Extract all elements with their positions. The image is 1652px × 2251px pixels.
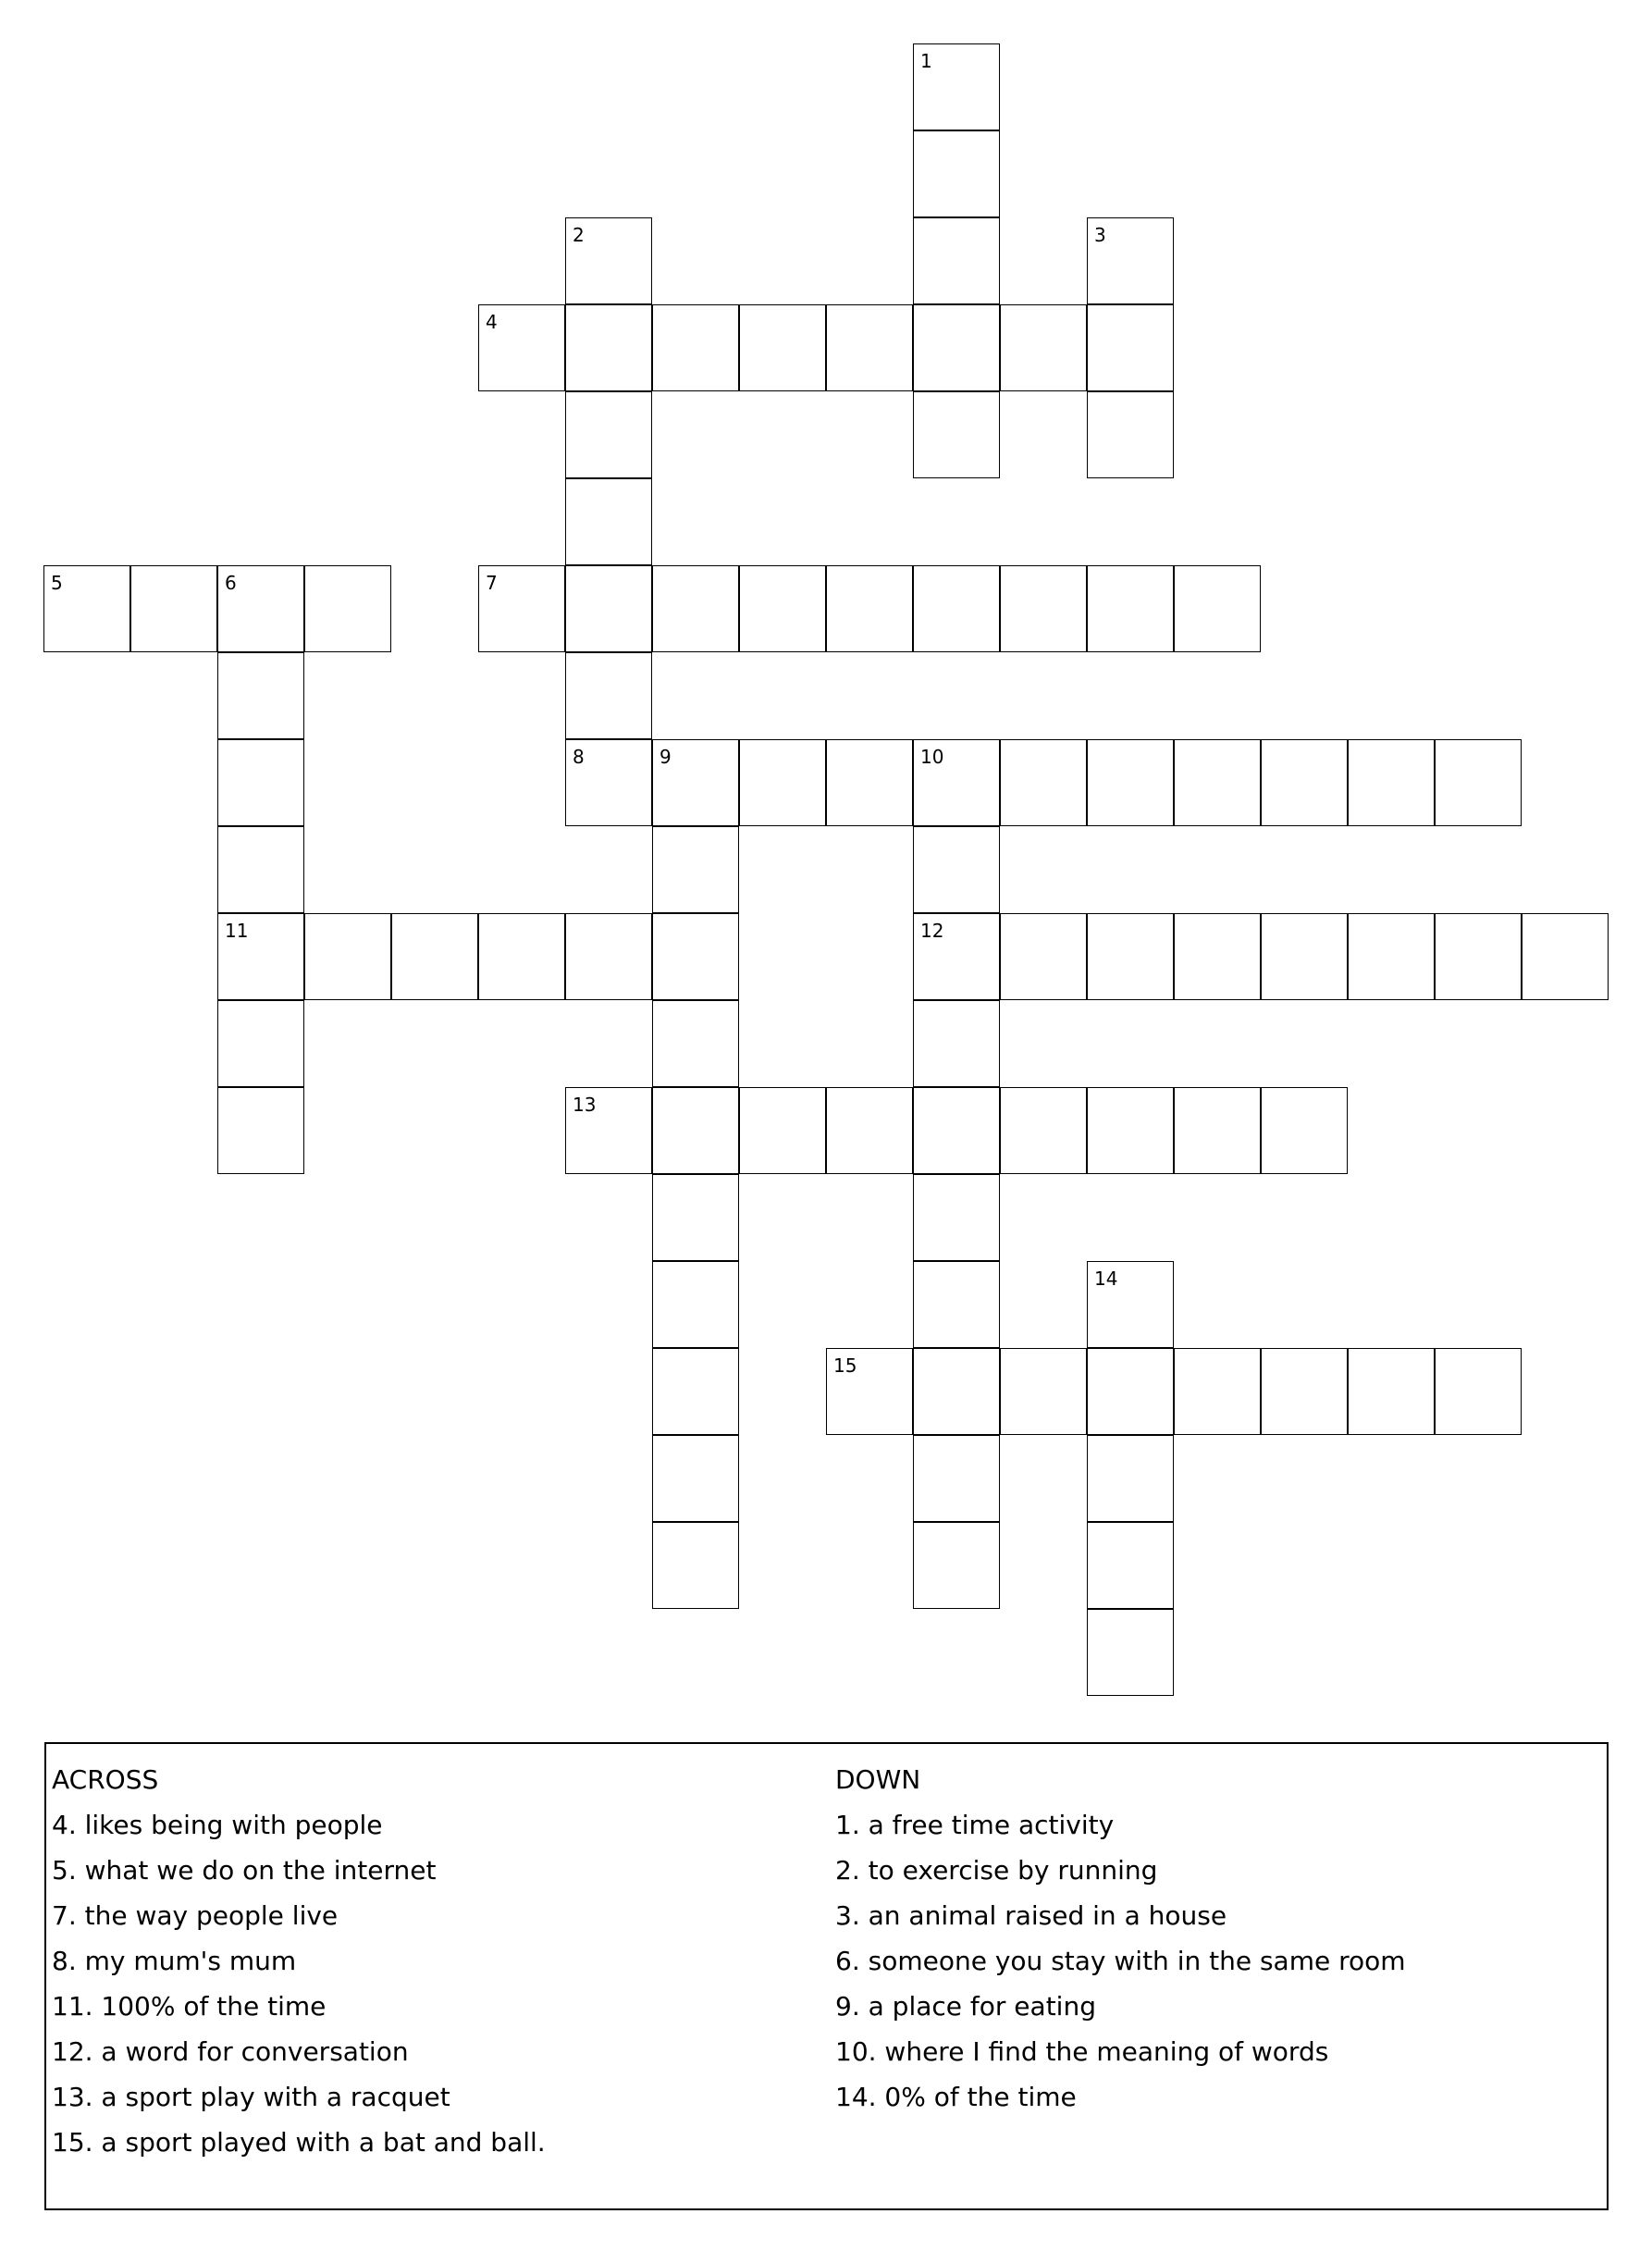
grid-cell[interactable] bbox=[913, 43, 1000, 130]
clue-across-15: 15. a sport played with a bat and ball. bbox=[52, 2127, 546, 2158]
grid-cell[interactable] bbox=[826, 304, 913, 391]
clue-down-10: 10. where I find the meaning of words bbox=[835, 2036, 1329, 2067]
grid-cell[interactable] bbox=[826, 739, 913, 826]
grid-cell[interactable] bbox=[913, 391, 1000, 478]
clue-number: 9 bbox=[660, 746, 672, 768]
grid-cell[interactable] bbox=[652, 1000, 739, 1087]
grid-cell[interactable] bbox=[652, 739, 739, 826]
down-clues bbox=[835, 1757, 1406, 2120]
grid-cell[interactable] bbox=[391, 913, 478, 1000]
grid-cell[interactable] bbox=[913, 739, 1000, 826]
clue-across-13: 13. a sport play with a racquet bbox=[52, 2082, 450, 2112]
grid-cell[interactable] bbox=[913, 1435, 1000, 1522]
clue-down-3: 3. an animal raised in a house bbox=[835, 1900, 1227, 1931]
grid-cell[interactable] bbox=[1087, 1522, 1174, 1609]
clue-number: 7 bbox=[486, 572, 498, 594]
grid-cell[interactable] bbox=[1000, 739, 1087, 826]
grid-cell[interactable] bbox=[1435, 1348, 1522, 1435]
grid-cell[interactable] bbox=[913, 1522, 1000, 1609]
grid-cell[interactable] bbox=[739, 304, 826, 391]
grid-cell[interactable] bbox=[1174, 565, 1261, 652]
grid-cell[interactable] bbox=[478, 565, 565, 652]
grid-cell[interactable] bbox=[217, 565, 304, 652]
grid-cell[interactable] bbox=[1087, 1348, 1174, 1435]
grid-cell[interactable] bbox=[1261, 913, 1348, 1000]
grid-cell[interactable] bbox=[913, 1348, 1000, 1435]
grid-cell[interactable] bbox=[1435, 913, 1522, 1000]
grid-cell[interactable] bbox=[565, 478, 652, 565]
grid-cell[interactable] bbox=[1087, 391, 1174, 478]
clue-number: 15 bbox=[833, 1354, 857, 1377]
clue-number: 14 bbox=[1094, 1268, 1118, 1290]
grid-cell[interactable] bbox=[913, 565, 1000, 652]
grid-cell[interactable] bbox=[1087, 1609, 1174, 1696]
grid-cell[interactable] bbox=[913, 1261, 1000, 1348]
grid-cell[interactable] bbox=[1087, 739, 1174, 826]
grid-cell[interactable] bbox=[1348, 739, 1435, 826]
grid-cell[interactable] bbox=[652, 1435, 739, 1522]
grid-cell[interactable] bbox=[1174, 1348, 1261, 1435]
grid-cell[interactable] bbox=[565, 652, 652, 739]
clue-down-14: 14. 0% of the time bbox=[835, 2082, 1077, 2112]
grid-cell[interactable] bbox=[1087, 217, 1174, 304]
grid-cell[interactable] bbox=[1348, 913, 1435, 1000]
grid-cell[interactable] bbox=[1087, 1435, 1174, 1522]
grid-cell[interactable] bbox=[478, 913, 565, 1000]
grid-cell[interactable] bbox=[217, 652, 304, 739]
grid-cell[interactable] bbox=[565, 217, 652, 304]
grid-cell[interactable] bbox=[652, 1087, 739, 1174]
grid-cell[interactable] bbox=[913, 304, 1000, 391]
clue-number: 10 bbox=[920, 746, 944, 768]
grid-cell[interactable] bbox=[1000, 565, 1087, 652]
grid-cell[interactable] bbox=[739, 1087, 826, 1174]
grid-cell[interactable] bbox=[913, 826, 1000, 913]
grid-cell[interactable] bbox=[652, 1174, 739, 1261]
grid-cell[interactable] bbox=[1087, 913, 1174, 1000]
grid-cell[interactable] bbox=[217, 1000, 304, 1087]
clue-number: 8 bbox=[573, 746, 585, 768]
grid-cell[interactable] bbox=[652, 1522, 739, 1609]
clue-number: 12 bbox=[920, 920, 944, 942]
grid-cell[interactable] bbox=[130, 565, 217, 652]
grid-cell[interactable] bbox=[565, 739, 652, 826]
grid-cell[interactable] bbox=[565, 391, 652, 478]
grid-cell[interactable] bbox=[1000, 304, 1087, 391]
grid-cell[interactable] bbox=[1174, 739, 1261, 826]
grid-cell[interactable] bbox=[652, 1348, 739, 1435]
across-heading: ACROSS bbox=[52, 1764, 159, 1795]
grid-cell[interactable] bbox=[1261, 1348, 1348, 1435]
grid-cell[interactable] bbox=[1522, 913, 1609, 1000]
grid-cell[interactable] bbox=[1087, 565, 1174, 652]
clue-across-7: 7. the way people live bbox=[52, 1900, 339, 1931]
grid-cell[interactable] bbox=[217, 913, 304, 1000]
down-heading: DOWN bbox=[835, 1764, 921, 1795]
grid-cell[interactable] bbox=[913, 130, 1000, 217]
clue-number: 3 bbox=[1094, 224, 1106, 246]
clue-number: 1 bbox=[920, 50, 932, 72]
clue-down-1: 1. a free time activity bbox=[835, 1810, 1115, 1840]
grid-cell[interactable] bbox=[565, 1087, 652, 1174]
grid-cell[interactable] bbox=[217, 826, 304, 913]
grid-cell[interactable] bbox=[652, 826, 739, 913]
grid-cell[interactable] bbox=[913, 1087, 1000, 1174]
grid-cell[interactable] bbox=[1087, 1087, 1174, 1174]
clue-number: 6 bbox=[225, 572, 237, 594]
clue-down-9: 9. a place for eating bbox=[835, 1991, 1096, 2022]
clue-box bbox=[44, 1742, 1609, 2210]
grid-cell[interactable] bbox=[1087, 304, 1174, 391]
clue-number: 11 bbox=[225, 920, 249, 942]
grid-cell[interactable] bbox=[913, 913, 1000, 1000]
grid-cell[interactable] bbox=[304, 913, 391, 1000]
grid-cell[interactable] bbox=[826, 1087, 913, 1174]
clue-number: 4 bbox=[486, 311, 498, 333]
grid-cell[interactable] bbox=[826, 565, 913, 652]
grid-cell[interactable] bbox=[1087, 1261, 1174, 1348]
grid-cell[interactable] bbox=[1435, 739, 1522, 826]
grid-cell[interactable] bbox=[652, 1261, 739, 1348]
grid-cell[interactable] bbox=[565, 913, 652, 1000]
clue-across-4: 4. likes being with people bbox=[52, 1810, 383, 1840]
grid-cell[interactable] bbox=[913, 217, 1000, 304]
grid-cell[interactable] bbox=[565, 304, 652, 391]
grid-cell[interactable] bbox=[652, 304, 739, 391]
clue-across-12: 12. a word for conversation bbox=[52, 2036, 409, 2067]
grid-cell[interactable] bbox=[1000, 913, 1087, 1000]
grid-cell[interactable] bbox=[652, 913, 739, 1000]
grid-cell[interactable] bbox=[1174, 913, 1261, 1000]
grid-cell[interactable] bbox=[913, 1174, 1000, 1261]
grid-cell[interactable] bbox=[1000, 1348, 1087, 1435]
clue-number: 13 bbox=[573, 1094, 597, 1116]
grid-cell[interactable] bbox=[739, 739, 826, 826]
across-clues bbox=[52, 1757, 546, 2165]
grid-cell[interactable] bbox=[43, 565, 130, 652]
clue-across-5: 5. what we do on the internet bbox=[52, 1855, 437, 1886]
clue-across-11: 11. 100% of the time bbox=[52, 1991, 327, 2022]
clue-down-2: 2. to exercise by running bbox=[835, 1855, 1158, 1886]
grid-cell[interactable] bbox=[1261, 1087, 1348, 1174]
grid-cell[interactable] bbox=[1261, 739, 1348, 826]
grid-cell[interactable] bbox=[478, 304, 565, 391]
grid-cell[interactable] bbox=[652, 565, 739, 652]
clue-down-6: 6. someone you stay with in the same room bbox=[835, 1946, 1406, 1976]
grid-cell[interactable] bbox=[1348, 1348, 1435, 1435]
grid-cell[interactable] bbox=[304, 565, 391, 652]
grid-cell[interactable] bbox=[565, 565, 652, 652]
grid-cell[interactable] bbox=[739, 565, 826, 652]
grid-cell[interactable] bbox=[826, 1348, 913, 1435]
clue-across-8: 8. my mum's mum bbox=[52, 1946, 297, 1976]
grid-cell[interactable] bbox=[1174, 1087, 1261, 1174]
grid-cell[interactable] bbox=[217, 1087, 304, 1174]
grid-cell[interactable] bbox=[1000, 1087, 1087, 1174]
clue-number: 2 bbox=[573, 224, 585, 246]
grid-cell[interactable] bbox=[217, 739, 304, 826]
clue-number: 5 bbox=[51, 572, 63, 594]
grid-cell[interactable] bbox=[913, 1000, 1000, 1087]
